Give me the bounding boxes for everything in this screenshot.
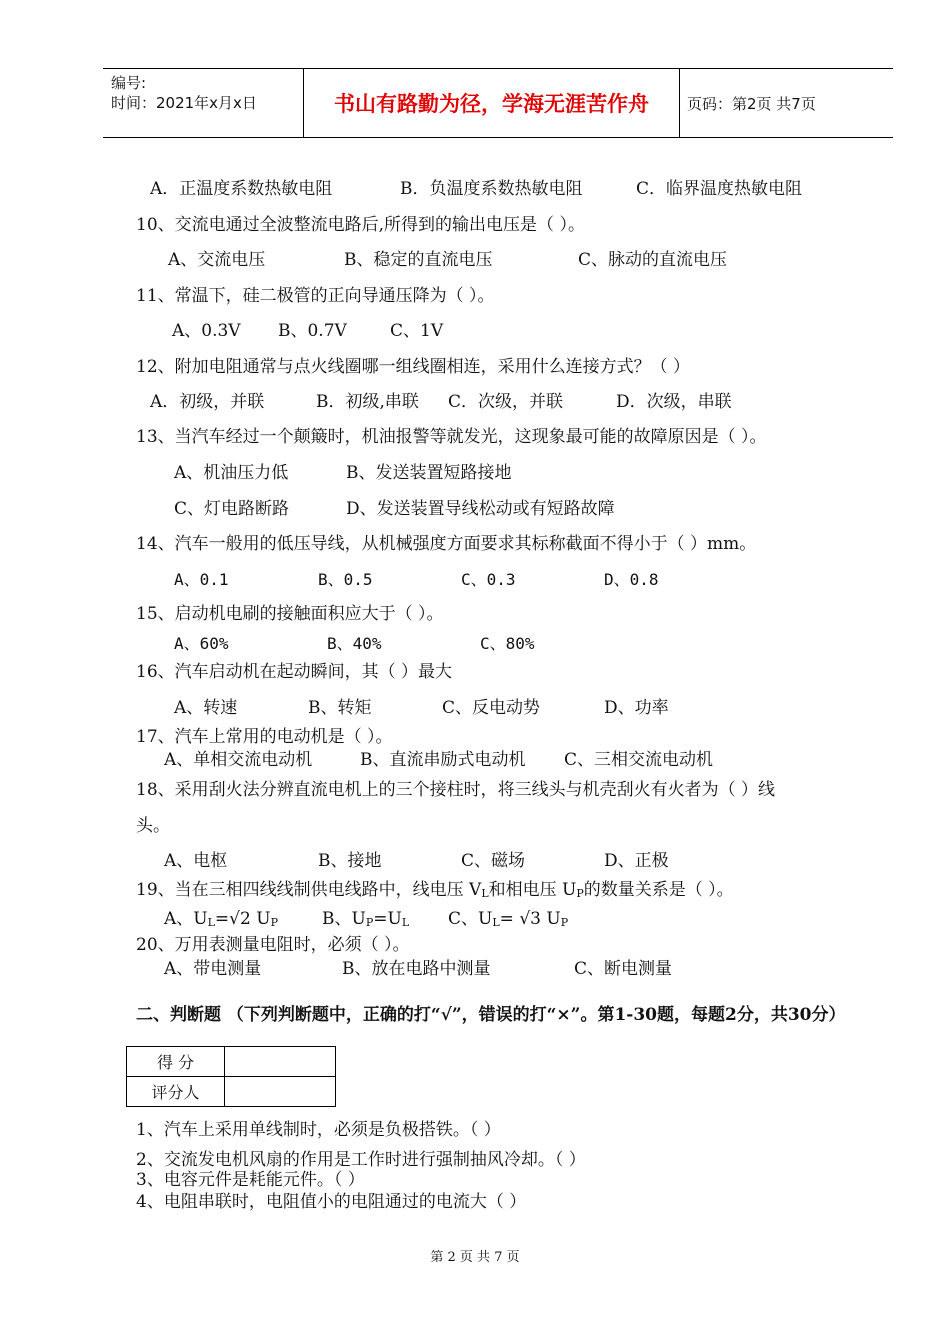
option-b: B、稳定的直流电压 xyxy=(344,250,493,270)
page-header xyxy=(103,68,893,138)
page-footer: 第 2 页 共 7 页 xyxy=(430,1250,520,1265)
subscript-p: P xyxy=(560,916,569,929)
subscript-p: P xyxy=(365,916,374,929)
option-c: C、磁场 xyxy=(461,851,526,871)
option-a: A、转速 xyxy=(174,698,238,718)
q19-stem-c: 的数量关系是（ ）。 xyxy=(583,880,734,900)
option-c: C、断电测量 xyxy=(574,959,673,979)
score-cell xyxy=(225,1047,336,1077)
option-c: C、80% xyxy=(480,634,535,653)
section-title: 二、判断题 （下列判断题中，正确的打“√”，错误的打“×”。第1-30题，每题2分，共30分） xyxy=(136,1005,846,1025)
option-b: B．初级,串联 xyxy=(316,392,419,412)
q10-stem: 10、交流电通过全波整流电路后,所得到的输出电压是（ ）。 xyxy=(136,215,585,235)
q12-stem: 12、附加电阻通常与点火线圈哪一组线圈相连，采用什么连接方式？（ ） xyxy=(136,357,691,377)
q11-stem: 11、常温下，硅二极管的正向导通压降为（ ）。 xyxy=(136,286,495,306)
option-a: A、0.1 xyxy=(174,570,229,589)
q16-stem: 16、汽车启动机在起动瞬间，其（ ）最大 xyxy=(136,662,453,682)
option-b: B、0.5 xyxy=(318,570,373,589)
subscript-l: L xyxy=(492,916,500,929)
q14-stem: 14、汽车一般用的低压导线，从机械强度方面要求其标称截面不得小于（ ）mm。 xyxy=(136,534,757,554)
option-c-prefix: C、U xyxy=(448,909,493,929)
score-table xyxy=(126,1046,336,1107)
option-a: A、电枢 xyxy=(164,851,228,871)
q19-stem xyxy=(136,879,734,905)
option-d: D、0.8 xyxy=(604,570,659,589)
tf-item-1: 1、汽车上采用单线制时，必须是负极搭铁。（ ） xyxy=(136,1120,501,1140)
option-d: D、发送装置导线松动或有短路故障 xyxy=(346,499,615,519)
tf-item-3: 3、电容元件是耗能元件。（ ） xyxy=(136,1170,365,1190)
q13-stem: 13、当汽车经过一个颠簸时，机油报警等就发光，这现象最可能的故障原因是（ ）。 xyxy=(136,427,767,447)
tf-item-4: 4、电阻串联时，电阻值小的电阻通过的电流大（ ） xyxy=(136,1192,527,1212)
option-b-equals: =U xyxy=(373,909,402,929)
motto: 书山有路勤为径，学海无涯苦作舟 xyxy=(303,69,680,137)
subscript-l: L xyxy=(207,916,215,929)
option-b: B、发送装置短路接地 xyxy=(346,463,512,483)
q15-stem: 15、启动机电刷的接触面积应大于（ ）。 xyxy=(136,604,444,624)
option-a: A、单相交流电动机 xyxy=(164,750,313,770)
option-b: B、0.7V xyxy=(278,321,347,341)
subscript-l: L xyxy=(481,887,489,900)
q17-stem: 17、汽车上常用的电动机是（ ）。 xyxy=(136,727,393,747)
subscript-p: P xyxy=(270,916,278,929)
option-c: C、灯电路断路 xyxy=(174,499,290,519)
option-c: C、反电动势 xyxy=(442,698,541,718)
option-a: A、60% xyxy=(174,634,229,653)
option-a: A、带电测量 xyxy=(164,959,262,979)
sqrt-3: √3 xyxy=(519,909,541,929)
score-label: 得 分 xyxy=(127,1047,225,1077)
q20-stem: 20、万用表测量电阻时，必须（ ）。 xyxy=(136,935,410,955)
grader-cell xyxy=(225,1077,336,1107)
option-c-equals: = xyxy=(499,909,520,929)
subscript-l: L xyxy=(401,916,410,929)
option-a: A、0.3V xyxy=(172,321,241,341)
q18-stem: 18、采用刮火法分辨直流电机上的三个接柱时，将三线头与机壳刮火有火者为（ ）线 xyxy=(136,780,776,800)
subscript-p: P xyxy=(576,887,584,900)
option-b: B、40% xyxy=(327,634,382,653)
option-a: A．正温度系数热敏电阻 xyxy=(150,179,333,199)
grader-label: 评分人 xyxy=(127,1077,225,1107)
option-b: B、直流串励式电动机 xyxy=(360,750,526,770)
option-a-suffix: U xyxy=(250,909,271,929)
option-c: C、1V xyxy=(390,321,444,341)
q19-stem-a: 19、当在三相四线线制供电线路中，线电压 V xyxy=(136,880,482,900)
time-label: 时间：2021年x月x日 xyxy=(111,94,257,112)
option-a-prefix: A、U xyxy=(164,909,208,929)
option-a: A．初级，并联 xyxy=(150,392,265,412)
q18-stem-cont: 头。 xyxy=(136,816,170,836)
option-c xyxy=(448,908,568,934)
tf-item-2: 2、交流发电机风扇的作用是工作时进行强制抽风冷却。（ ） xyxy=(136,1150,586,1170)
number-label: 编号: xyxy=(111,74,147,92)
option-b: B、接地 xyxy=(318,851,382,871)
option-c: C、三相交流电动机 xyxy=(564,750,714,770)
option-b: B、转矩 xyxy=(308,698,372,718)
option-b: B、放在电路中测量 xyxy=(342,959,491,979)
option-c: C．临界温度热敏电阻 xyxy=(636,179,803,199)
option-a-equals: = xyxy=(214,909,230,929)
option-d: D、功率 xyxy=(604,698,669,718)
option-a xyxy=(164,908,278,934)
option-b-prefix: B、U xyxy=(322,909,366,929)
q19-stem-b: 和相电压 U xyxy=(488,880,577,900)
option-b xyxy=(322,908,409,934)
option-b: B．负温度系数热敏电阻 xyxy=(400,179,583,199)
sqrt-2: √2 xyxy=(229,909,251,929)
option-c: C．次级，并联 xyxy=(448,392,564,412)
option-d: D、正极 xyxy=(604,851,669,871)
option-c: C、0.3 xyxy=(461,570,516,589)
page-label: 页码：第2页 共7页 xyxy=(687,94,816,113)
option-d: D．次级，串联 xyxy=(616,392,732,412)
header-info-cell xyxy=(103,69,303,137)
option-c-suffix: U xyxy=(540,909,561,929)
option-a: A、机油压力低 xyxy=(174,463,289,483)
option-c: C、脉动的直流电压 xyxy=(578,250,728,270)
option-a: A、交流电压 xyxy=(168,250,266,270)
